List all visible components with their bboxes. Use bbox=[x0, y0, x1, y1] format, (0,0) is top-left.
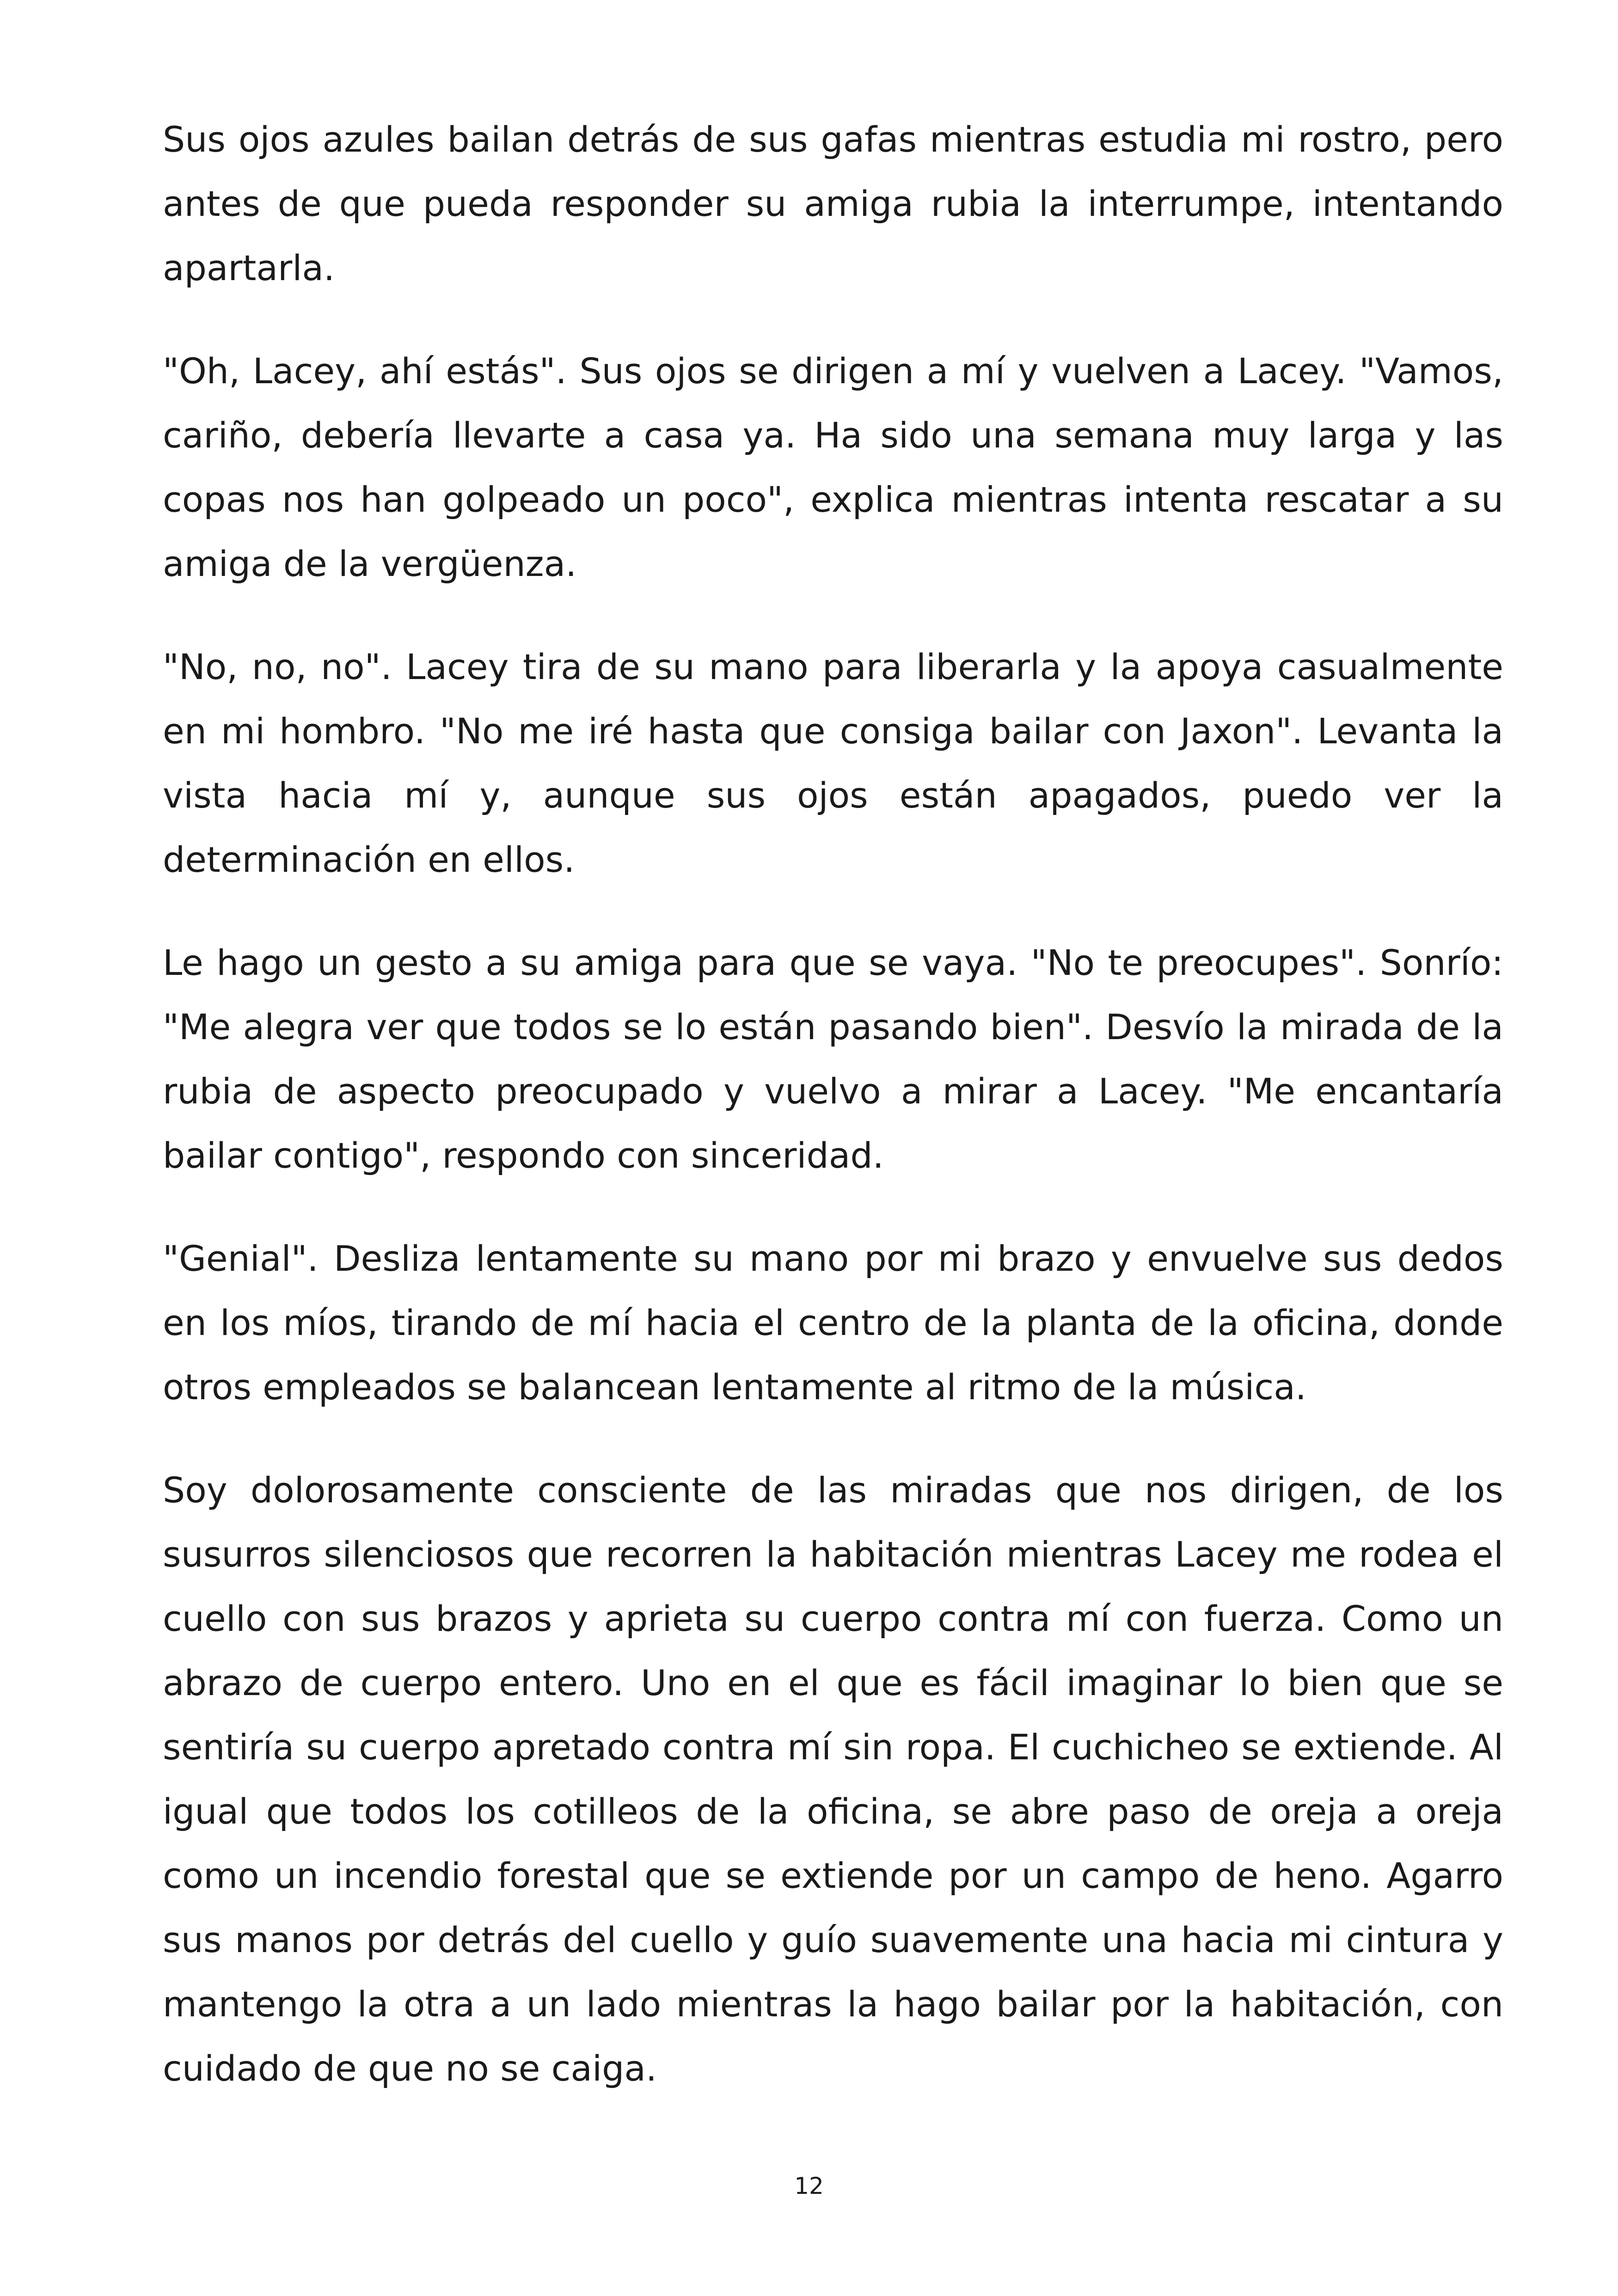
page-number: 12 bbox=[794, 2173, 824, 2199]
paragraph-5: "Genial". Desliza lentamente su mano por mi brazo y envuelve sus dedos en los míos, tirando de mí hacia el centro de la planta de la oficina, donde otros empleados se balancean lentamente al ritmo de la música. bbox=[163, 1238, 1503, 1408]
paragraph-2: "Oh, Lacey, ahí estás". Sus ojos se dirigen a mí y vuelven a Lacey. "Vamos, cariño, debería llevarte a casa ya. Ha sido una semana muy larga y las copas nos han golpeado un poco", explica mientras intenta rescatar a su amiga de la vergüenza. bbox=[163, 350, 1503, 584]
paragraph-6: Soy dolorosamente consciente de las miradas que nos dirigen, de los susurros silenciosos que recorren la habitación mientras Lacey me rodea el cuello con sus brazos y aprieta su cuerpo contra mí con fuerza. Como un abrazo de cuerpo entero. Uno en el que es fácil imaginar lo bien que se sentiría su cuerpo apretado contra mí sin ropa. El cuchicheo se extiende. Al igual que todos los cotilleos de la oficina, se abre paso de oreja a oreja como un incendio forestal que se extiende por un campo de heno. Agarro sus manos por detrás del cuello y guío suavemente una hacia mi cintura y mantengo la otra a un lado mientras la hago bailar por la habitación, con cuidado de que no se caiga. bbox=[163, 1469, 1503, 2089]
body-text bbox=[163, 107, 1503, 2139]
paragraph-1: Sus ojos azules bailan detrás de sus gafas mientras estudia mi rostro, pero antes de que pueda responder su amiga rubia la interrumpe, intentando apartarla. bbox=[163, 119, 1503, 288]
paragraph-3: "No, no, no". Lacey tira de su mano para liberarla y la apoya casualmente en mi hombro. "No me iré hasta que consiga bailar con Jaxon". Levanta la vista hacia mí y, aunque sus ojos están apagados, puedo ver la determinación en ellos. bbox=[163, 646, 1503, 880]
paragraph-4: Le hago un gesto a su amiga para que se vaya. "No te preocupes". Sonrío: "Me alegra ver que todos se lo están pasando bien". Desvío la mirada de la rubia de aspecto preocupado y vuelvo a mirar a Lacey. "Me encantaría bailar contigo", respondo con sinceridad. bbox=[163, 942, 1503, 1176]
